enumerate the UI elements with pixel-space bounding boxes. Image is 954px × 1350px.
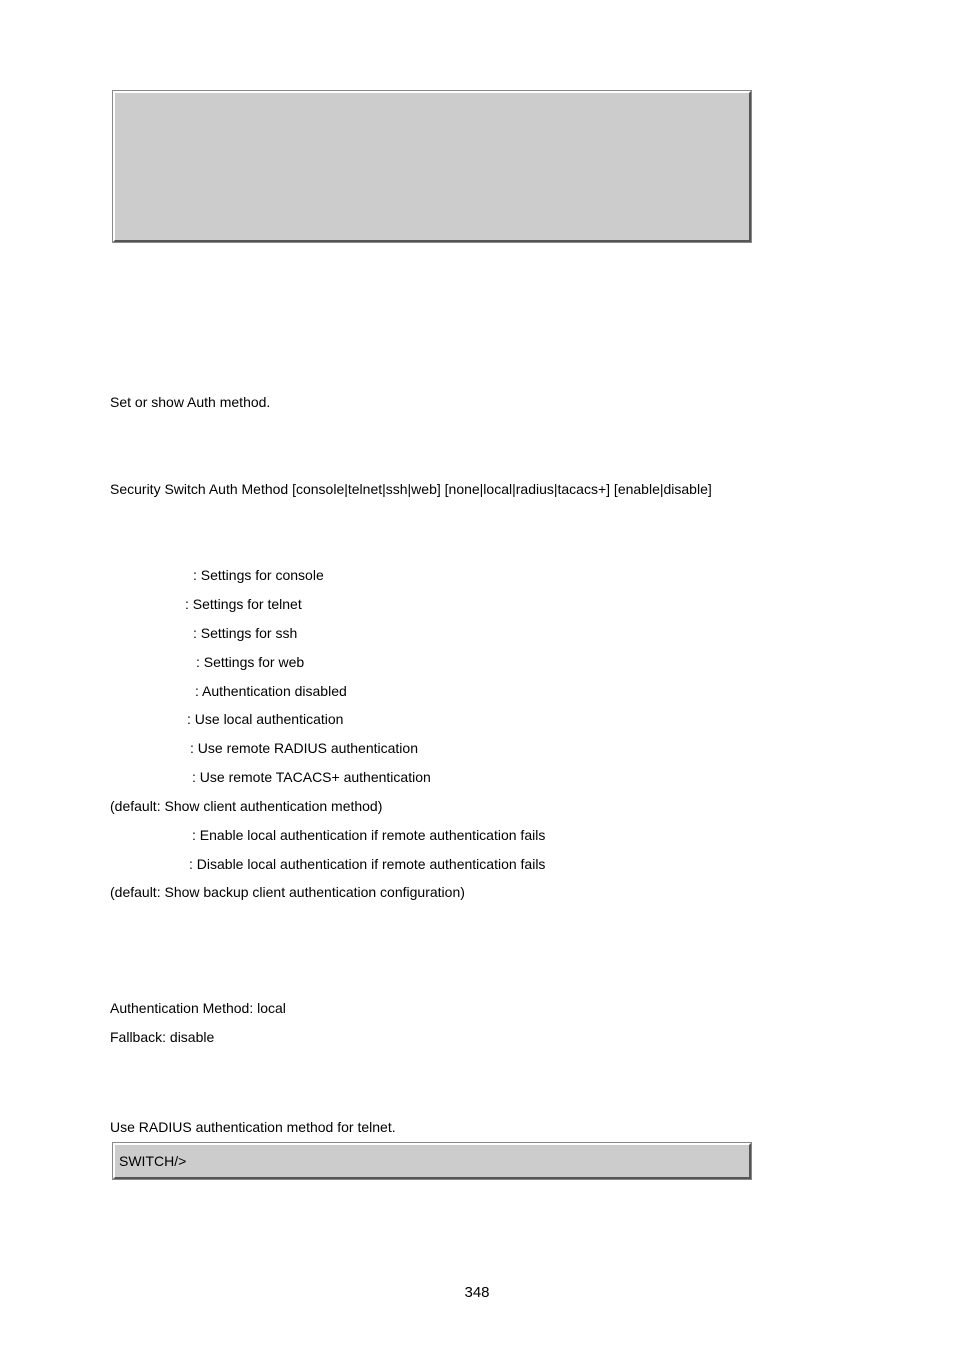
syntax-text: Security Switch Auth Method [console|telnet|ssh|web] [none|local|radius|tacacs+] [enable|disable]: [110, 481, 712, 497]
default-fallback: Fallback: disable: [110, 1029, 215, 1045]
param-enable: : Enable local authentication if remote authentication fails: [192, 827, 546, 843]
param-telnet: : Settings for telnet: [185, 596, 302, 612]
page-number: 348: [464, 1284, 490, 1301]
example-command-box: [113, 1143, 751, 1179]
param-radius: : Use remote RADIUS authentication: [190, 740, 418, 756]
example-description: Use RADIUS authentication method for telnet.: [110, 1119, 396, 1135]
param-tacacs: : Use remote TACACS+ authentication: [192, 769, 431, 785]
param-console: : Settings for console: [193, 567, 324, 583]
command-output-box: [113, 91, 751, 242]
param-local: : Use local authentication: [187, 711, 344, 727]
default-auth-method: Authentication Method: local: [110, 1000, 286, 1016]
param-disable: : Disable local authentication if remote authentication fails: [189, 856, 546, 872]
description-text: Set or show Auth method.: [110, 394, 271, 410]
param-web: : Settings for web: [196, 654, 305, 670]
param-ssh: : Settings for ssh: [193, 625, 298, 641]
param-fallback-default: (default: Show backup client authentication configuration): [110, 884, 465, 900]
example-command: SWITCH/>: [119, 1153, 187, 1169]
param-none: : Authentication disabled: [195, 683, 347, 699]
param-method-default: (default: Show client authentication method): [110, 798, 383, 814]
